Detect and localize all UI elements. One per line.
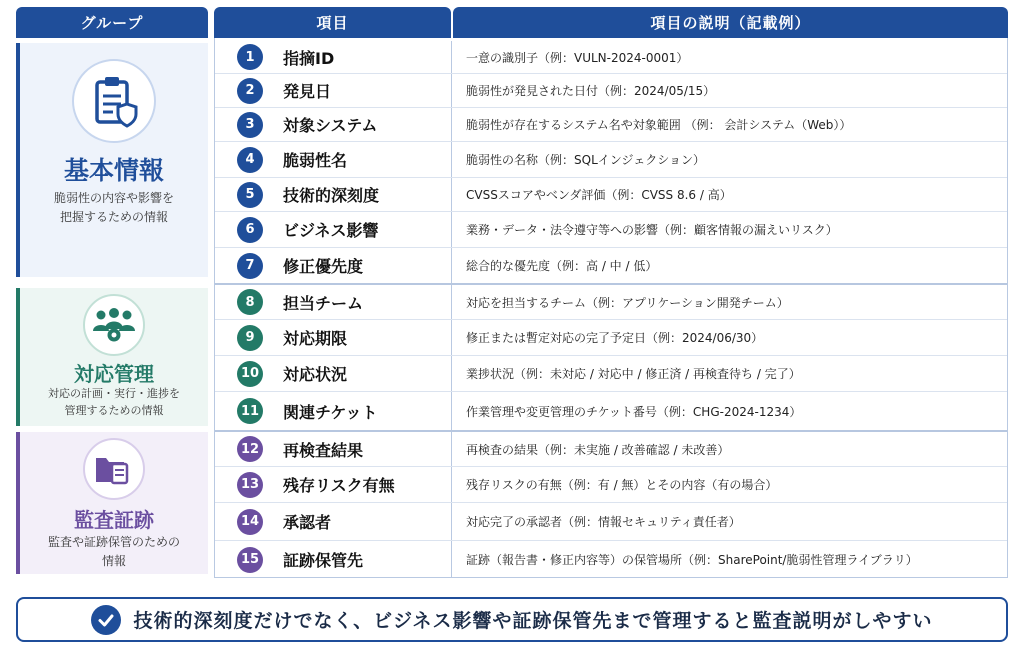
item-number-badge: 13 bbox=[237, 472, 263, 498]
item-number-badge: 8 bbox=[237, 289, 263, 315]
item-description: 脆弱性の名称（例：SQLインジェクション） bbox=[466, 153, 705, 167]
item-cell bbox=[215, 41, 452, 73]
team-gear-icon bbox=[83, 294, 145, 356]
item-description: 残存リスクの有無（例：有 / 無）とその内容（有の場合） bbox=[466, 478, 778, 492]
item-description: 修正または暫定対応の完了予定日（例：2024/06/30） bbox=[466, 331, 764, 345]
table-row bbox=[215, 247, 1007, 283]
item-number-badge: 3 bbox=[237, 112, 263, 138]
item-description: 再検査の結果（例：未実施 / 改善確認 / 未改善） bbox=[466, 442, 730, 457]
item-description: 脆弱性が発見された日付（例：2024/05/15） bbox=[466, 84, 716, 98]
item-cell bbox=[215, 248, 452, 283]
item-cell bbox=[215, 142, 452, 177]
item-name: 承認者 bbox=[283, 513, 332, 532]
item-cell bbox=[215, 467, 452, 502]
item-name: ビジネス影響 bbox=[283, 221, 379, 240]
item-cell bbox=[215, 503, 452, 540]
item-number-badge: 14 bbox=[237, 509, 263, 535]
table-row bbox=[215, 177, 1007, 211]
folder-documents-icon bbox=[83, 438, 145, 500]
item-number-badge: 4 bbox=[237, 147, 263, 173]
table-row bbox=[215, 391, 1007, 430]
item-description: CVSSスコアやベンダ評価（例：CVSS 8.6 / 高） bbox=[466, 188, 732, 202]
table-row bbox=[215, 430, 1007, 466]
table-row bbox=[215, 502, 1007, 540]
footer-callout bbox=[16, 597, 1008, 642]
item-description: 対応完了の承認者（例：情報セキュリティ責任者） bbox=[466, 515, 741, 529]
table-row bbox=[215, 319, 1007, 355]
item-number-badge: 5 bbox=[237, 182, 263, 208]
group-description: 対応の計画・実行・進捗を 管理するための情報 bbox=[48, 387, 180, 417]
item-description: 証跡（報告書・修正内容等）の保管場所（例：SharePoint/脆弱性管理ライブラリ） bbox=[466, 553, 918, 567]
item-description: 業務・データ・法令遵守等への影響（例：顧客情報の漏えいリスク） bbox=[466, 223, 838, 237]
item-cell bbox=[215, 178, 452, 211]
item-number-badge: 15 bbox=[237, 547, 263, 573]
item-name: 対象システム bbox=[283, 116, 378, 135]
item-description: 作業管理や変更管理のチケット番号（例：CHG-2024-1234） bbox=[466, 404, 802, 419]
group-audit-trail bbox=[16, 432, 208, 574]
group-description: 脆弱性の内容や影響を 把握するための情報 bbox=[53, 191, 174, 224]
group-description: 監査や証跡保管のための 情報 bbox=[47, 535, 180, 568]
item-name: 対応期限 bbox=[283, 329, 348, 348]
header-description: 項目の説明（記載例） bbox=[453, 7, 1008, 38]
item-description: 脆弱性が存在するシステム名や対象範囲 （例： 会計システム（Web）） bbox=[466, 118, 852, 132]
table-row bbox=[215, 540, 1007, 578]
table-row bbox=[215, 283, 1007, 319]
item-name: 修正優先度 bbox=[283, 257, 364, 276]
group-title: 監査証跡 bbox=[74, 508, 154, 532]
item-name: 再検査結果 bbox=[283, 440, 364, 460]
item-number-badge: 9 bbox=[237, 325, 263, 351]
item-number-badge: 7 bbox=[237, 253, 263, 279]
item-number-badge: 12 bbox=[237, 436, 263, 462]
table-row bbox=[215, 73, 1007, 107]
item-cell bbox=[215, 320, 452, 355]
item-number-badge: 10 bbox=[237, 361, 263, 387]
header-item: 項目 bbox=[214, 7, 451, 38]
group-title: 基本情報 bbox=[63, 156, 164, 185]
item-description: 業捗状況（例：未対応 / 対応中 / 修正済 / 再検査待ち / 完了） bbox=[466, 367, 801, 381]
item-name: 残存リスク有無 bbox=[283, 476, 395, 495]
table-row bbox=[215, 41, 1007, 73]
item-name: 脆弱性名 bbox=[283, 151, 348, 170]
item-name: 技術的深刻度 bbox=[283, 186, 380, 205]
item-cell bbox=[215, 212, 452, 247]
table-row bbox=[215, 355, 1007, 391]
group-response-management bbox=[16, 288, 208, 426]
item-name: 関連チケット bbox=[283, 402, 378, 422]
item-name: 指摘ID bbox=[283, 48, 335, 68]
item-description: 対応を担当するチーム（例：アプリケーション開発チーム） bbox=[466, 295, 789, 310]
table-row bbox=[215, 141, 1007, 177]
item-name: 担当チーム bbox=[283, 293, 364, 313]
item-cell bbox=[215, 541, 452, 578]
item-number-badge: 11 bbox=[237, 398, 263, 424]
item-cell bbox=[215, 74, 452, 107]
group-basic-info bbox=[16, 43, 208, 277]
clipboard-shield-icon bbox=[72, 59, 156, 143]
check-circle-icon bbox=[91, 605, 121, 635]
group-title: 対応管理 bbox=[74, 362, 154, 386]
item-cell bbox=[215, 108, 452, 141]
item-name: 発見日 bbox=[283, 82, 332, 101]
footer-text: 技術的深刻度だけでなく、ビジネス影響や証跡保管先まで管理すると監査説明がしやすい bbox=[133, 610, 933, 632]
item-number-badge: 6 bbox=[237, 217, 263, 243]
item-cell bbox=[215, 392, 452, 430]
item-number-badge: 1 bbox=[237, 44, 263, 70]
item-description: 総合的な優先度（例：高 / 中 / 低） bbox=[466, 259, 658, 273]
item-description: 一意の識別子（例：VULN-2024-0001） bbox=[466, 50, 689, 65]
item-name: 証跡保管先 bbox=[283, 551, 364, 570]
item-cell bbox=[215, 356, 452, 391]
table-row bbox=[215, 107, 1007, 141]
item-name: 対応状況 bbox=[283, 365, 348, 384]
item-cell bbox=[215, 432, 452, 466]
item-number-badge: 2 bbox=[237, 78, 263, 104]
table-row bbox=[215, 211, 1007, 247]
item-cell bbox=[215, 285, 452, 319]
header-group: グループ bbox=[16, 7, 208, 38]
table-row bbox=[215, 466, 1007, 502]
